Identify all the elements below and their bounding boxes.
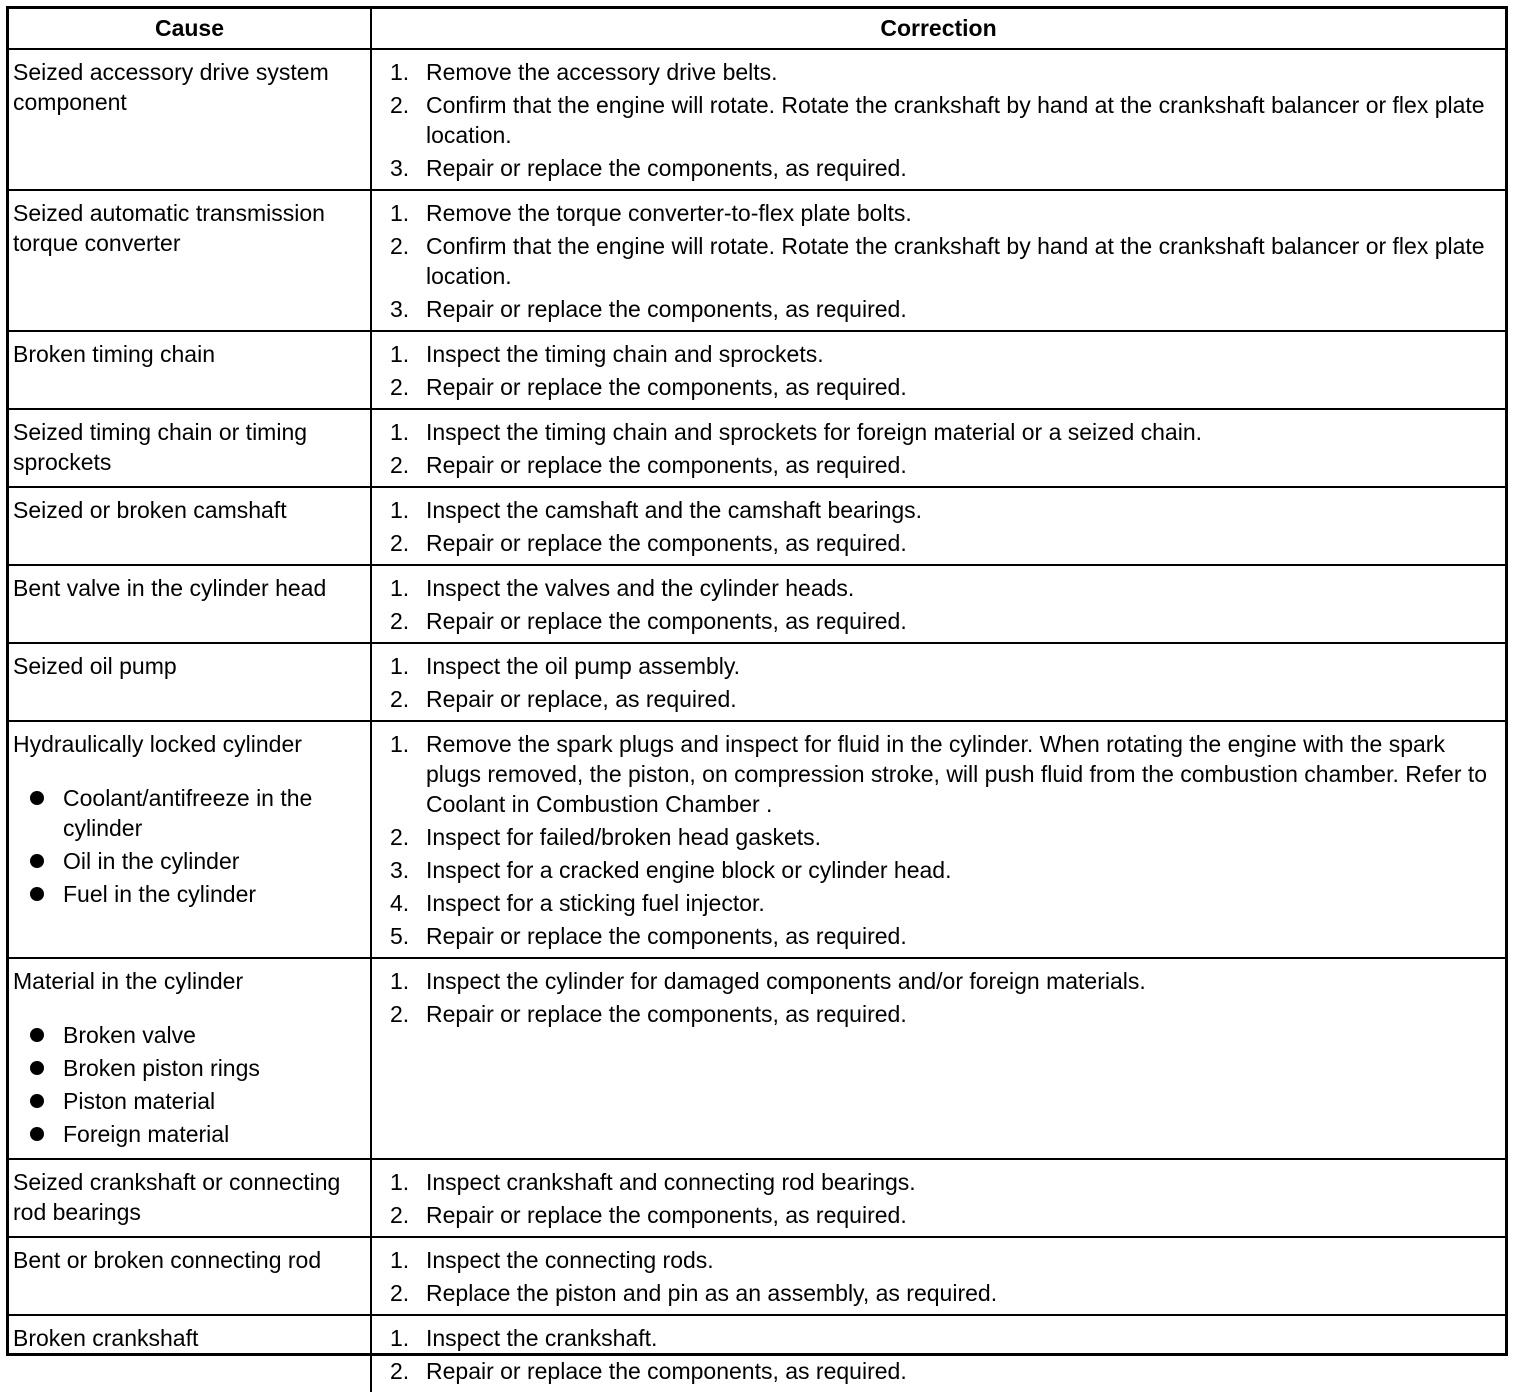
cause-cell (9, 190, 371, 331)
bullet-dot-icon (13, 879, 63, 909)
correction-step-list (390, 729, 1497, 951)
step-number: 2. (390, 1280, 410, 1306)
correction-step (390, 528, 1497, 558)
correction-step (390, 1278, 1497, 1308)
correction-step (390, 966, 1497, 996)
step-number: 1. (390, 731, 410, 757)
cause-bullet-item (13, 879, 366, 909)
step-number: 2. (390, 233, 410, 259)
step-text: Inspect crankshaft and connecting rod bearings. (426, 1169, 916, 1195)
step-text: Inspect the timing chain and sprockets for foreign material or a seized chain. (426, 419, 1203, 445)
step-number: 3. (390, 155, 410, 181)
step-number: 1. (390, 341, 410, 367)
cause-text: Seized or broken camshaft (13, 497, 287, 523)
step-number: 2. (390, 686, 410, 712)
correction-step (390, 999, 1497, 1029)
step-number: 1. (390, 653, 410, 679)
table-row (9, 1315, 1505, 1392)
correction-cell (371, 409, 1505, 487)
correction-cell (371, 958, 1505, 1159)
correction-step (390, 294, 1497, 324)
step-number: 1. (390, 1169, 410, 1195)
correction-step-list (390, 651, 1497, 714)
correction-cell (371, 721, 1505, 958)
correction-step (390, 684, 1497, 714)
cause-bullet-list (13, 1020, 366, 1149)
cause-bullet-text: Oil in the cylinder (63, 848, 240, 874)
table-row (9, 487, 1505, 565)
cause-cell (9, 721, 371, 958)
correction-cell (371, 1315, 1505, 1392)
correction-step (390, 339, 1497, 369)
cause-text: Seized automatic transmission torque converter (13, 200, 325, 256)
step-number: 1. (390, 575, 410, 601)
table-row (9, 721, 1505, 958)
table-row (9, 49, 1505, 190)
step-text: Repair or replace the components, as required. (426, 155, 907, 181)
step-number: 5. (390, 923, 410, 949)
correction-step (390, 90, 1497, 150)
diagnostic-table (9, 9, 1505, 1392)
cause-bullet-item (13, 1119, 366, 1149)
step-text: Inspect for a cracked engine block or cylinder head. (426, 857, 952, 883)
correction-step-list (390, 573, 1497, 636)
correction-step-list (390, 1167, 1497, 1230)
bullet-dot-icon (13, 1020, 63, 1050)
step-text: Inspect the camshaft and the camshaft bearings. (426, 497, 923, 523)
table-row (9, 190, 1505, 331)
step-text: Inspect the oil pump assembly. (426, 653, 741, 679)
cause-text: Hydraulically locked cylinder (13, 731, 302, 757)
correction-cell (371, 1159, 1505, 1237)
correction-column-header: Correction (371, 9, 1505, 49)
table-row (9, 1159, 1505, 1237)
correction-cell (371, 49, 1505, 190)
correction-cell (371, 1237, 1505, 1315)
step-text: Repair or replace the components, as required. (426, 923, 907, 949)
step-number: 1. (390, 968, 410, 994)
correction-step (390, 822, 1497, 852)
correction-step (390, 495, 1497, 525)
step-text: Remove the spark plugs and inspect for fluid in the cylinder. When rotating the engine with the spark plugs removed, the piston, on compression stroke, will push fluid from the combustion chamber. Refer to Coolant in Combustion Chamber . (426, 731, 1488, 817)
cause-text: Bent or broken connecting rod (13, 1247, 322, 1273)
cause-text: Seized accessory drive system component (13, 59, 329, 115)
step-number: 2. (390, 530, 410, 556)
cause-cell (9, 409, 371, 487)
correction-cell (371, 331, 1505, 409)
correction-step-list (390, 1245, 1497, 1308)
cause-cell (9, 958, 371, 1159)
correction-step (390, 573, 1497, 603)
cause-cell (9, 565, 371, 643)
step-number: 2. (390, 452, 410, 478)
step-text: Repair or replace the components, as required. (426, 1001, 907, 1027)
step-number: 1. (390, 200, 410, 226)
cause-bullet-text: Broken piston rings (63, 1055, 260, 1081)
cause-text: Seized timing chain or timing sprockets (13, 419, 308, 475)
correction-step-list (390, 198, 1497, 324)
cause-text: Material in the cylinder (13, 968, 244, 994)
cause-bullet-text: Fuel in the cylinder (63, 881, 257, 907)
cause-cell (9, 487, 371, 565)
cause-cell (9, 1237, 371, 1315)
correction-step (390, 1356, 1497, 1386)
step-number: 3. (390, 857, 410, 883)
step-number: 1. (390, 497, 410, 523)
cause-bullet-list (13, 783, 366, 909)
correction-step (390, 729, 1497, 819)
correction-step (390, 153, 1497, 183)
step-text: Repair or replace the components, as required. (426, 452, 907, 478)
correction-step (390, 921, 1497, 951)
step-text: Replace the piston and pin as an assembly, as required. (426, 1280, 998, 1306)
step-text: Remove the torque converter-to-flex plate bolts. (426, 200, 912, 226)
step-number: 2. (390, 1358, 410, 1384)
correction-step (390, 651, 1497, 681)
table-row (9, 565, 1505, 643)
step-text: Inspect for a sticking fuel injector. (426, 890, 765, 916)
cause-text: Bent valve in the cylinder head (13, 575, 327, 601)
step-number: 3. (390, 296, 410, 322)
step-number: 2. (390, 1202, 410, 1228)
step-number: 2. (390, 374, 410, 400)
step-number: 2. (390, 1001, 410, 1027)
step-text: Repair or replace, as required. (426, 686, 737, 712)
step-text: Repair or replace the components, as required. (426, 296, 907, 322)
step-text: Inspect for failed/broken head gaskets. (426, 824, 822, 850)
step-number: 2. (390, 608, 410, 634)
table-row (9, 958, 1505, 1159)
step-number: 2. (390, 92, 410, 118)
cause-bullet-item (13, 783, 366, 843)
step-number: 2. (390, 824, 410, 850)
step-number: 1. (390, 1247, 410, 1273)
correction-step (390, 198, 1497, 228)
correction-step (390, 1167, 1497, 1197)
bullet-dot-icon (13, 1086, 63, 1116)
correction-step (390, 1200, 1497, 1230)
cause-text: Broken crankshaft (13, 1325, 199, 1351)
table-row (9, 1237, 1505, 1315)
step-text: Inspect the cylinder for damaged components and/or foreign materials. (426, 968, 1146, 994)
bullet-dot-icon (13, 1119, 63, 1149)
cause-column-header: Cause (9, 9, 371, 49)
step-text: Repair or replace the components, as required. (426, 1202, 907, 1228)
step-number: 4. (390, 890, 410, 916)
correction-step-list (390, 1323, 1497, 1386)
diagnostic-table-frame (6, 6, 1508, 1384)
cause-bullet-item (13, 846, 366, 876)
cause-cell (9, 643, 371, 721)
correction-step (390, 1245, 1497, 1275)
step-text: Inspect the valves and the cylinder heads. (426, 575, 855, 601)
correction-step (390, 417, 1497, 447)
cause-cell (9, 1315, 371, 1392)
table-body (9, 49, 1505, 1392)
step-number: 1. (390, 59, 410, 85)
cause-text: Seized crankshaft or connecting rod bearings (13, 1169, 341, 1225)
correction-cell (371, 487, 1505, 565)
step-number: 1. (390, 1325, 410, 1351)
correction-step (390, 606, 1497, 636)
step-text: Repair or replace the components, as required. (426, 374, 907, 400)
cause-bullet-text: Foreign material (63, 1121, 230, 1147)
bullet-dot-icon (13, 783, 63, 843)
table-row (9, 643, 1505, 721)
cause-cell (9, 49, 371, 190)
table-header-row (9, 9, 1505, 49)
step-text: Inspect the crankshaft. (426, 1325, 658, 1351)
cause-text: Broken timing chain (13, 341, 215, 367)
cause-cell (9, 1159, 371, 1237)
step-number: 1. (390, 419, 410, 445)
step-text: Repair or replace the components, as required. (426, 1358, 907, 1384)
step-text: Confirm that the engine will rotate. Rotate the crankshaft by hand at the crankshaft balancer or flex plate location. (426, 92, 1485, 148)
bullet-dot-icon (13, 846, 63, 876)
cause-bullet-text: Broken valve (63, 1022, 196, 1048)
table-row (9, 331, 1505, 409)
step-text: Confirm that the engine will rotate. Rotate the crankshaft by hand at the crankshaft balancer or flex plate location. (426, 233, 1485, 289)
cause-bullet-item (13, 1020, 366, 1050)
correction-cell (371, 190, 1505, 331)
correction-step (390, 855, 1497, 885)
correction-step (390, 57, 1497, 87)
cause-bullet-item (13, 1086, 366, 1116)
step-text: Inspect the connecting rods. (426, 1247, 714, 1273)
correction-step (390, 450, 1497, 480)
step-text: Repair or replace the components, as required. (426, 608, 907, 634)
correction-cell (371, 643, 1505, 721)
cause-text: Seized oil pump (13, 653, 177, 679)
step-text: Repair or replace the components, as required. (426, 530, 907, 556)
correction-step-list (390, 495, 1497, 558)
correction-step (390, 1323, 1497, 1353)
correction-cell (371, 565, 1505, 643)
correction-step (390, 372, 1497, 402)
correction-step-list (390, 417, 1497, 480)
correction-step-list (390, 57, 1497, 183)
correction-step (390, 231, 1497, 291)
correction-step-list (390, 339, 1497, 402)
cause-bullet-text: Coolant/antifreeze in the cylinder (63, 785, 313, 841)
table-row (9, 409, 1505, 487)
cause-bullet-item (13, 1053, 366, 1083)
step-text: Inspect the timing chain and sprockets. (426, 341, 824, 367)
correction-step-list (390, 966, 1497, 1029)
cause-cell (9, 331, 371, 409)
step-text: Remove the accessory drive belts. (426, 59, 778, 85)
cause-bullet-text: Piston material (63, 1088, 216, 1114)
bullet-dot-icon (13, 1053, 63, 1083)
correction-step (390, 888, 1497, 918)
